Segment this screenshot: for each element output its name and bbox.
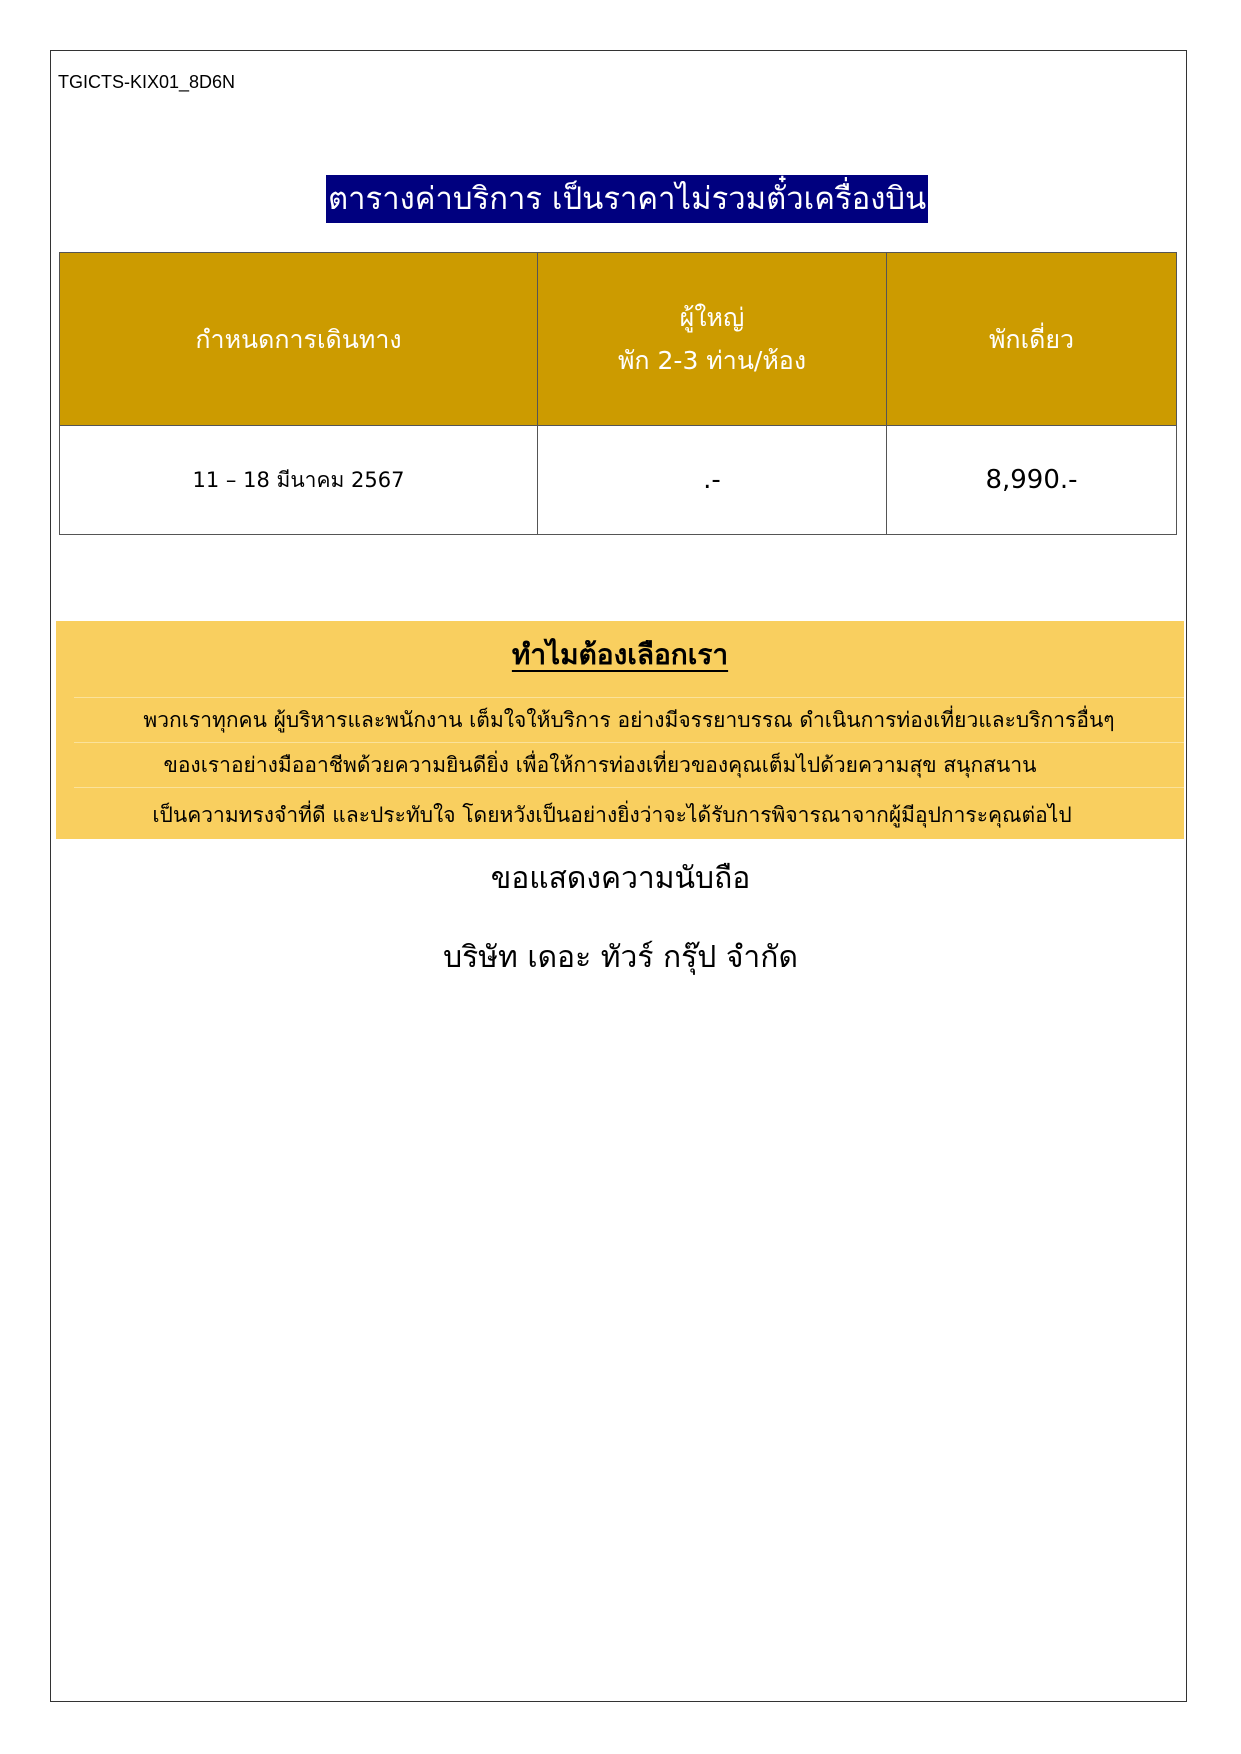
- document-code: TGICTS-KIX01_8D6N: [58, 72, 236, 92]
- why-text-line-1: พวกเราทุกคน ผู้บริหารและพนักงาน เต็มใจให้บริการ อย่างมีจรรยาบรรณ ดำเนินการท่องเที่ยวและบริการอื่นๆ: [143, 708, 1115, 732]
- why-choose-us-heading: ทำไมต้องเลือกเรา: [511, 638, 729, 671]
- why-text-line-3: เป็นความทรงจำที่ดี และประทับใจ โดยหวังเป็นอย่างยิ่งว่าจะได้รับการพิจารณาจากผู้มีอุปการะคุณต่อไป: [152, 803, 1072, 827]
- section-divider: [74, 787, 1184, 788]
- travel-date-cell: 11 – 18 มีนาคม 2567: [60, 426, 538, 535]
- header-travel-date: กำหนดการเดินทาง: [60, 253, 538, 426]
- header-adult-line2: พัก 2-3 ท่าน/ห้อง: [617, 346, 807, 375]
- closing-regards: ขอแสดงความนับถือ: [490, 861, 751, 896]
- price-table-header-row: [60, 253, 1177, 426]
- section-divider: [74, 742, 1184, 743]
- header-single-price: พักเดี่ยว: [887, 253, 1177, 426]
- why-choose-us-section: [56, 621, 1184, 839]
- header-adult-price: [538, 253, 887, 426]
- section-divider: [74, 697, 1184, 698]
- single-price-cell: 8,990.-: [887, 426, 1177, 535]
- adult-price-cell: .-: [538, 426, 887, 535]
- price-table-title: ตารางค่าบริการ เป็นราคาไม่รวมตั๋วเครื่องบิน: [326, 175, 928, 223]
- header-adult-line1: ผู้ใหญ่: [679, 303, 745, 332]
- why-text-line-2: ของเราอย่างมืออาชีพด้วยความยินดียิ่ง เพื่อให้การท่องเที่ยวของคุณเต็มไปด้วยความสุข สนุกสนาน: [163, 753, 1037, 777]
- company-name: บริษัท เดอะ ทัวร์ กรุ๊ป จำกัด: [443, 940, 798, 975]
- price-table: [59, 252, 1177, 535]
- table-row: [60, 426, 1177, 535]
